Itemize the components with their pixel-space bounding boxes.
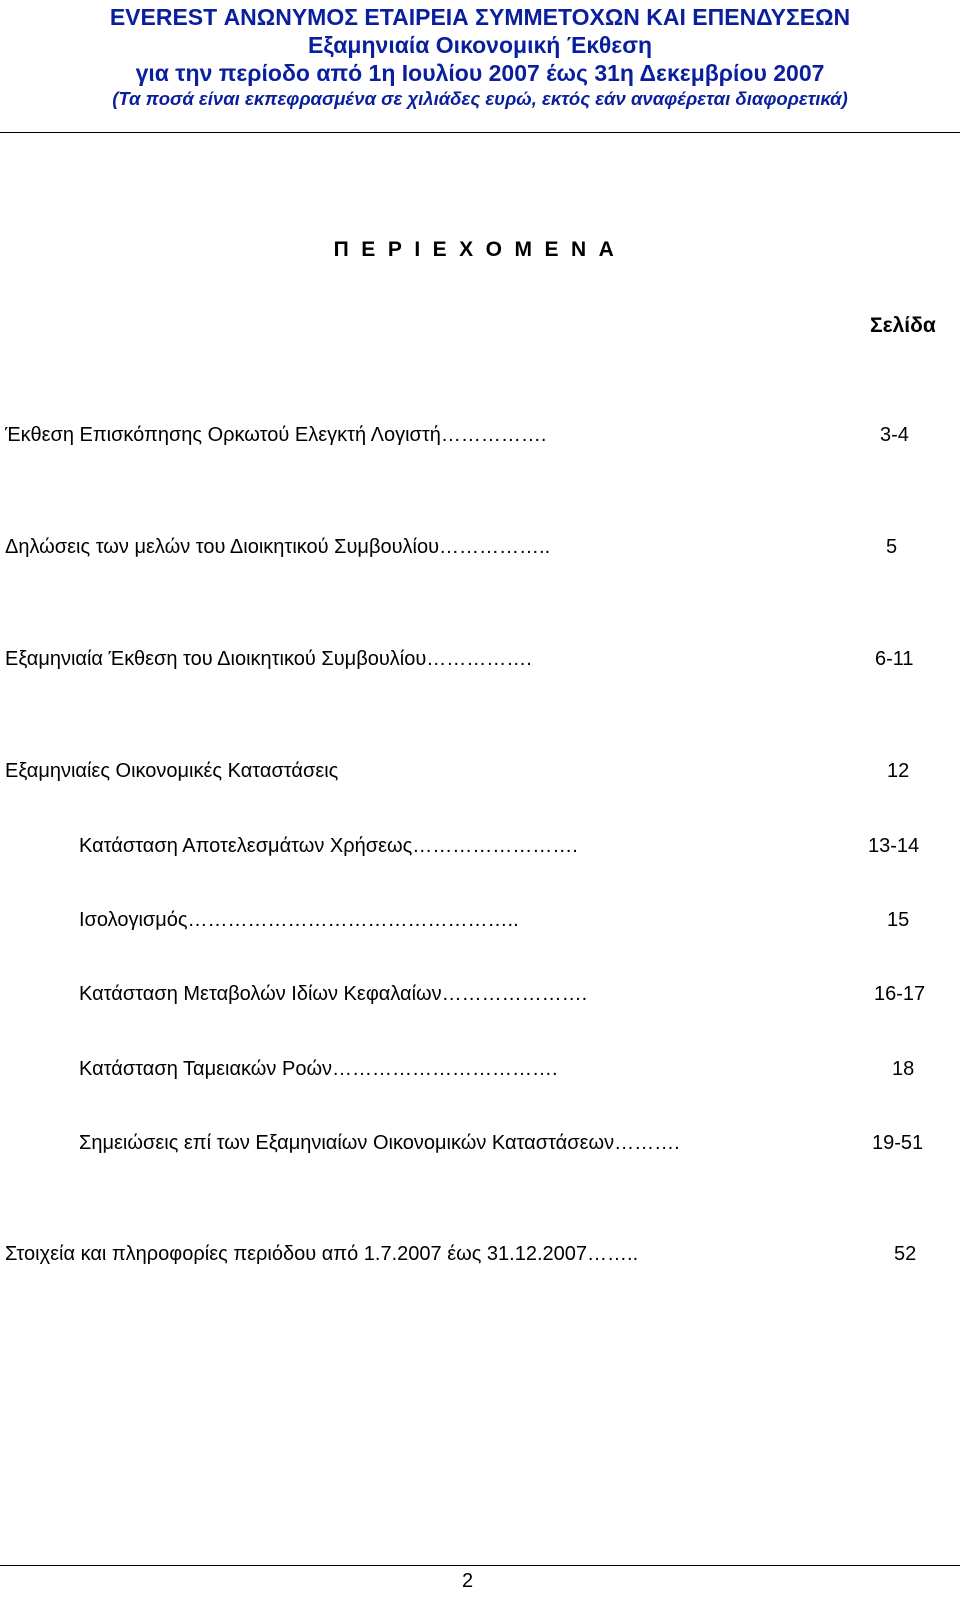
toc-entry xyxy=(79,1132,680,1155)
toc-entry-page: 15 xyxy=(887,909,910,931)
toc-entry xyxy=(5,648,532,671)
toc-entry-text: Εξαμηνιαία Έκθεση του Διοικητικού Συμβουλίου……………. xyxy=(5,648,532,670)
toc-entry xyxy=(5,760,338,783)
toc-entry-text: Κατάσταση Μεταβολών Ιδίων Κεφαλαίων…………………. xyxy=(79,983,588,1005)
toc-entry-page: 6-11 xyxy=(875,648,914,670)
toc-entry-text: Κατάσταση Αποτελεσμάτων Χρήσεως……………………. xyxy=(79,835,578,857)
toc-entry-text: Εξαμηνιαίες Οικονομικές Καταστάσεις xyxy=(5,760,339,782)
toc-entry-page: 16-17 xyxy=(874,983,926,1005)
toc-entry-text: Δηλώσεις των μελών του Διοικητικού Συμβουλίου…………….. xyxy=(5,536,551,558)
toc-entry-text: Ισολογισμός………………………………………….. xyxy=(79,909,519,931)
toc-entry-text: Σημειώσεις επί των Εξαμηνιαίων Οικονομικών Καταστάσεων………. xyxy=(79,1132,680,1154)
report-title: Εξαμηνιαία Οικονομική Έκθεση xyxy=(307,32,652,58)
page-column-label: Σελίδα xyxy=(870,314,936,337)
toc-entry xyxy=(79,835,578,858)
toc-entry-text: Στοιχεία και πληροφορίες περιόδου από 1.7.2007 έως 31.12.2007…….. xyxy=(5,1243,639,1265)
toc-entry-text: Έκθεση Επισκόπησης Ορκωτού Ελεγκτή Λογιστή……………. xyxy=(5,424,547,446)
amounts-note: (Τα ποσά είναι εκπεφρασμένα σε χιλιάδες ευρώ, εκτός εάν αναφέρεται διαφορετικά) xyxy=(112,88,848,109)
toc-entry-page: 52 xyxy=(894,1243,917,1265)
toc-entry-page: 5 xyxy=(886,536,898,558)
toc-entry xyxy=(5,536,550,559)
toc-entry xyxy=(5,424,546,447)
header-divider xyxy=(0,132,960,133)
toc-entry-page: 3-4 xyxy=(880,424,909,446)
page-number: 2 xyxy=(462,1570,474,1592)
toc-entry-page: 18 xyxy=(892,1058,915,1080)
toc-entry-page: 13-14 xyxy=(868,835,920,857)
company-name: EVEREST ΑΝΩΝΥΜΟΣ ΕΤΑΙΡΕΙΑ ΣΥΜΜΕΤΟΧΩΝ ΚΑΙ ΕΠΕΝΔΥΣΕΩΝ xyxy=(109,4,851,30)
toc-entry-page: 12 xyxy=(887,760,910,782)
footer-divider xyxy=(0,1565,960,1566)
toc-title: ΠΕΡΙΕΧΟΜΕΝΑ xyxy=(333,238,627,261)
toc-entry xyxy=(5,1243,638,1266)
toc-entry-page: 19-51 xyxy=(872,1132,924,1154)
toc-entry xyxy=(79,909,519,932)
toc-entry xyxy=(79,983,587,1006)
toc-entry-text: Κατάσταση Ταμειακών Ροών……………………………. xyxy=(79,1058,558,1080)
toc-entry xyxy=(79,1058,558,1081)
report-period: για την περίοδο από 1η Ιουλίου 2007 έως 31η Δεκεμβρίου 2007 xyxy=(135,60,825,86)
